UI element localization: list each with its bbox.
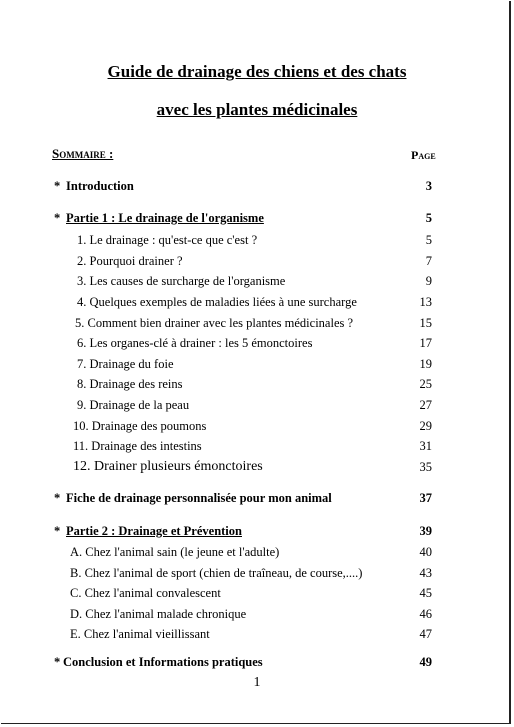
toc-page: 15 (419, 316, 432, 330)
toc-entry[interactable] (0, 357, 514, 373)
toc-label: Partie 2 : Drainage et Prévention (66, 524, 242, 538)
toc-label: Introduction (66, 179, 134, 193)
sommaire-heading: Sommaire : (52, 146, 114, 161)
toc-label: C. Chez l'animal convalescent (70, 586, 221, 600)
toc-entry[interactable] (0, 336, 514, 352)
toc-page: 13 (419, 295, 432, 309)
toc-page: 9 (425, 274, 432, 288)
toc-label: 3. Les causes de surcharge de l'organisme (77, 274, 286, 288)
toc-page: 5 (425, 233, 432, 247)
toc-label: 6. Les organes-clé à drainer : les 5 émonctoires (77, 336, 313, 350)
toc-label: 8. Drainage des reins (77, 377, 183, 391)
toc-entry[interactable] (0, 586, 514, 602)
toc-entry-fiche[interactable] (0, 491, 514, 507)
toc-page: 35 (419, 460, 432, 474)
toc-label: D. Chez l'animal malade chronique (70, 607, 247, 621)
toc-entry[interactable] (0, 233, 514, 249)
toc-entry[interactable] (0, 607, 514, 623)
toc-label: E. Chez l'animal vieillissant (70, 627, 210, 641)
toc-page: 3 (425, 179, 432, 193)
toc-bullet: * (54, 491, 61, 505)
toc-label: 2. Pourquoi drainer ? (77, 254, 183, 268)
toc-label: 4. Quelques exemples de maladies liées à une surcharge (77, 295, 357, 309)
toc-bullet: * (54, 179, 61, 193)
toc-label: 11. Drainage des intestins (73, 439, 202, 453)
toc-label: 9. Drainage de la peau (77, 398, 190, 412)
toc-page: 46 (419, 607, 432, 621)
document-title-line-2: avec les plantes médicinales (156, 100, 358, 119)
toc-entry[interactable] (0, 254, 514, 270)
toc-entry[interactable] (0, 566, 514, 582)
toc-page: 47 (419, 627, 432, 641)
toc-label: Fiche de drainage personnalisée pour mon animal (66, 491, 332, 505)
toc-page: 5 (425, 211, 432, 225)
toc-page: 39 (419, 524, 432, 538)
toc-bullet: * (54, 211, 61, 225)
toc-label: 12. Drainer plusieurs émonctoires (73, 459, 263, 474)
toc-entry[interactable] (0, 627, 514, 643)
toc-page: 7 (425, 254, 432, 268)
toc-entry[interactable] (0, 439, 514, 455)
toc-page: 45 (419, 586, 432, 600)
toc-entry[interactable] (0, 377, 514, 393)
toc-bullet: * (54, 655, 61, 669)
toc-page: 31 (419, 439, 432, 453)
toc-page: 27 (419, 398, 432, 412)
toc-label: B. Chez l'animal de sport (chien de traîneau, de course,....) (70, 566, 363, 580)
document-title-line-1: Guide de drainage des chiens et des chats (107, 62, 407, 81)
toc-label: Partie 1 : Le drainage de l'organisme (66, 211, 264, 225)
toc-page: 25 (419, 377, 432, 391)
toc-entry[interactable] (0, 274, 514, 290)
toc-label: 10. Drainage des poumons (73, 419, 207, 433)
toc-label: 1. Le drainage : qu'est-ce que c'est ? (77, 233, 258, 247)
toc-bullet: * (54, 524, 61, 538)
toc-page: 29 (419, 419, 432, 433)
toc-entry[interactable] (0, 316, 514, 332)
toc-page: 37 (419, 491, 432, 505)
toc-entry[interactable] (0, 398, 514, 414)
toc-entry[interactable] (0, 459, 514, 475)
toc-label: A. Chez l'animal sain (le jeune et l'adulte) (70, 545, 280, 559)
toc-entry[interactable] (0, 545, 514, 561)
toc-label: 7. Drainage du foie (77, 357, 174, 371)
toc-label: 5. Comment bien drainer avec les plantes médicinales ? (75, 316, 354, 330)
toc-entry-introduction[interactable] (0, 179, 514, 195)
page-column-heading: Page (411, 148, 436, 162)
toc-entry-partie-1[interactable] (0, 211, 514, 227)
toc-entry-conclusion[interactable] (0, 655, 514, 671)
toc-label: Conclusion et Informations pratiques (63, 655, 263, 669)
toc-page: 40 (419, 545, 432, 559)
toc-entry[interactable] (0, 295, 514, 311)
toc-page: 17 (419, 336, 432, 350)
toc-entry-partie-2[interactable] (0, 524, 514, 540)
toc-page: 19 (419, 357, 432, 371)
toc-page: 43 (419, 566, 432, 580)
toc-entry[interactable] (0, 419, 514, 435)
page-number: 1 (253, 675, 261, 690)
toc-page: 49 (419, 655, 432, 669)
